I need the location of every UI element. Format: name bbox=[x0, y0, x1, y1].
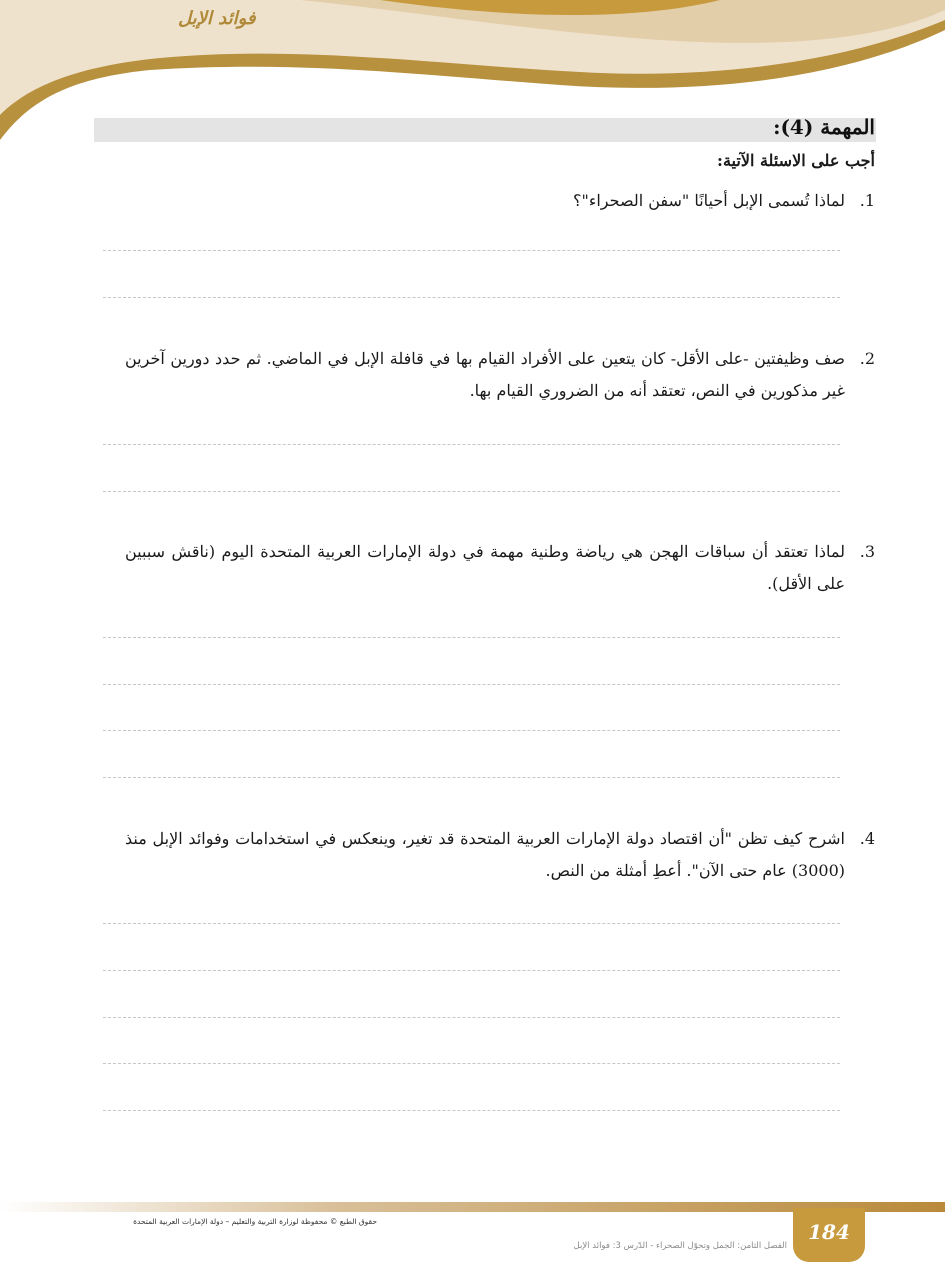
answer-line[interactable] bbox=[103, 777, 840, 778]
copyright-notice: حقوق الطبع © محفوظة لوزارة التربية والتعليم – دولة الإمارات العربية المتحدة bbox=[133, 1217, 377, 1226]
answer-line[interactable] bbox=[103, 1017, 840, 1018]
question-text: صف وظيفتين -على الأقل- كان يتعين على الأفراد القيام بها في قافلة الإبل في الماضي. ثم حدد دورين آخرين غير مذكورين في النص، تعتقد أنه من الضروري القيام بها. bbox=[125, 349, 845, 400]
question-3 bbox=[125, 536, 875, 600]
lesson-title: فوائد الإبل bbox=[178, 8, 256, 29]
question-number: 2. bbox=[859, 349, 875, 368]
question-number: 1. bbox=[859, 191, 875, 210]
answer-line[interactable] bbox=[103, 444, 840, 445]
question-1 bbox=[125, 185, 875, 217]
task-heading-bar bbox=[94, 118, 876, 142]
answer-line[interactable] bbox=[103, 1063, 840, 1064]
task-instruction: أجب على الاسئلة الآتية: bbox=[717, 151, 875, 170]
question-text: لماذا تُسمى الإبل أحيانًا "سفن الصحراء"؟ bbox=[572, 191, 845, 210]
answer-line[interactable] bbox=[103, 250, 840, 251]
answer-line[interactable] bbox=[103, 637, 840, 638]
page-number: 184 bbox=[808, 1220, 850, 1244]
answer-line[interactable] bbox=[103, 491, 840, 492]
answer-line[interactable] bbox=[103, 923, 840, 924]
chapter-info: الفصل الثامن: الجمل وتحوّل الصحراء - الدّرس 3: فوائد الإبل bbox=[573, 1241, 787, 1251]
answer-line[interactable] bbox=[103, 970, 840, 971]
answer-line[interactable] bbox=[103, 297, 840, 298]
question-number: 4. bbox=[859, 829, 875, 848]
question-text: لماذا تعتقد أن سباقات الهجن هي رياضة وطنية مهمة في دولة الإمارات العربية المتحدة اليوم (ناقش سببين على الأقل). bbox=[125, 542, 845, 593]
question-text: اشرح كيف تظن "أن اقتصاد دولة الإمارات العربية المتحدة قد تغير، وينعكس في استخدامات وفوائد الإبل منذ (3000) عام حتى الآن". أعطِ أمثلة من النص. bbox=[125, 829, 845, 880]
answer-line[interactable] bbox=[103, 1110, 840, 1111]
answer-line[interactable] bbox=[103, 684, 840, 685]
answer-line[interactable] bbox=[103, 730, 840, 731]
question-4 bbox=[125, 823, 875, 887]
question-number: 3. bbox=[859, 542, 875, 561]
task-title: المهمة (4): bbox=[773, 115, 875, 139]
question-2 bbox=[125, 343, 875, 407]
